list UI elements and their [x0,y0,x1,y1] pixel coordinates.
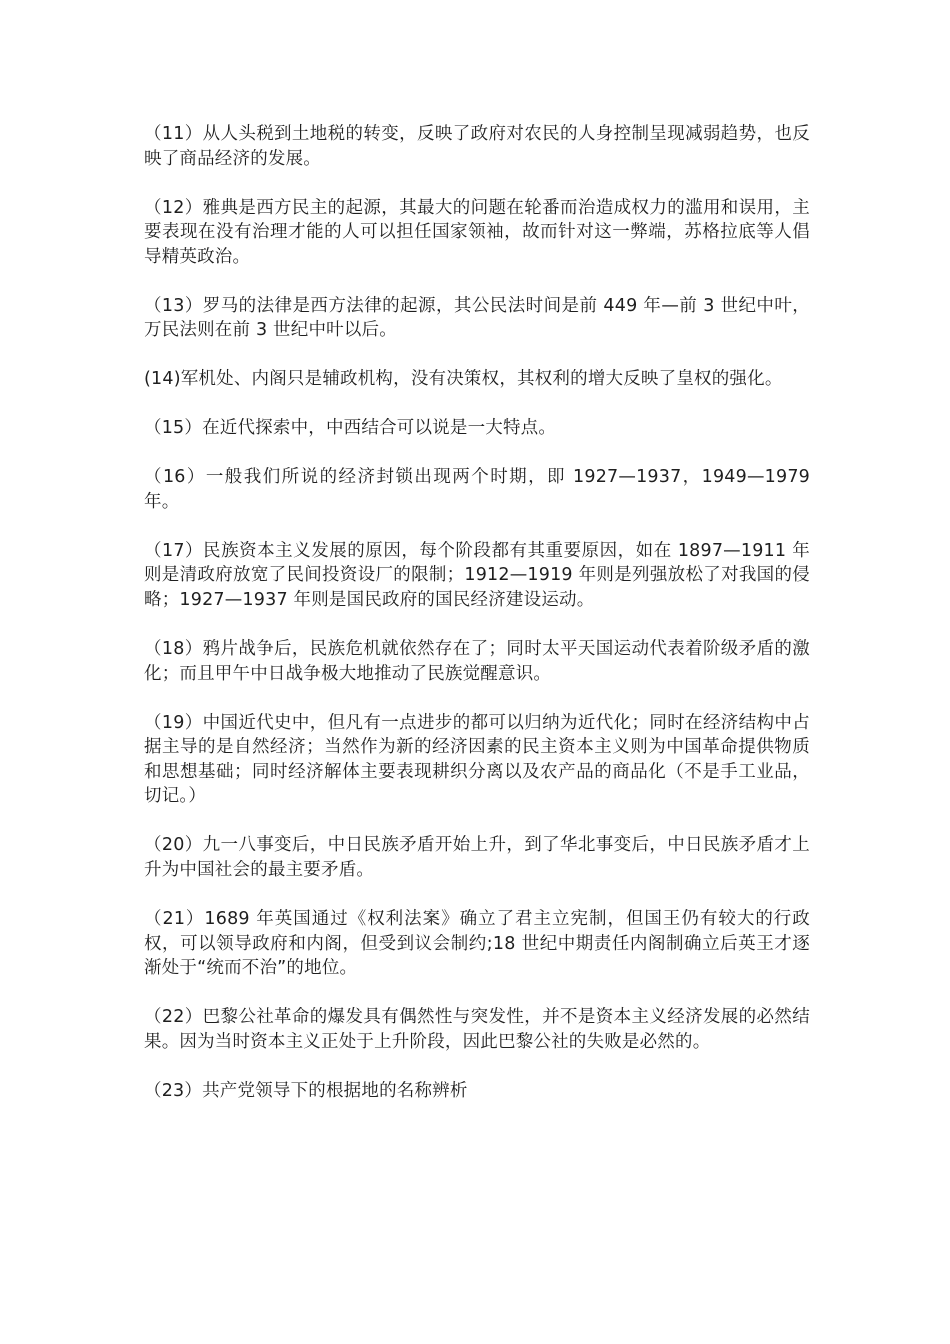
paragraph-21: （21）1689 年英国通过《权利法案》确立了君主立宪制，但国王仍有较大的行政权，可以领导政府和内阁，但受到议会制约;18 世纪中期责任内阁制确立后英王才逐渐处于“统而不治”的地位。 [144,908,810,979]
paragraph-16: （16）一般我们所说的经济封锁出现两个时期，即 1927—1937，1949—1979 年。 [144,467,810,512]
paragraph-18: （18）鸦片战争后，民族危机就依然存在了；同时太平天国运动代表着阶级矛盾的激化；而且甲午中日战争极大地推动了民族觉醒意识。 [144,639,810,684]
paragraph-15: （15）在近代探索中，中西结合可以说是一大特点。 [144,418,557,439]
paragraph-13: （13）罗马的法律是西方法律的起源，其公民法时间是前 449 年—前 3 世纪中叶，万民法则在前 3 世纪中叶以后。 [144,295,810,341]
document-body [144,122,810,1128]
paragraph-23: （23）共产党领导下的根据地的名称辨析 [144,1080,468,1101]
paragraph-17: （17）民族资本主义发展的原因，每个阶段都有其重要原因，如在 1897—1911 年则是清政府放宽了民间投资设厂的限制；1912—1919 年则是列强放松了对我国的侵略；1927—1937 年则是国民政府的国民经济建设运动。 [144,540,810,611]
paragraph-19: （19）中国近代史中，但凡有一点进步的都可以归纳为近代化；同时在经济结构中占据主导的是自然经济；当然作为新的经济因素的民主资本主义则为中国革命提供物质和思想基础；同时经济解体主要表现耕织分离以及农产品的商品化（不是手工业品，切记。） [144,712,810,807]
paragraph-22: （22）巴黎公社革命的爆发具有偶然性与突发性，并不是资本主义经济发展的必然结果。因为当时资本主义正处于上升阶段，因此巴黎公社的失败是必然的。 [144,1007,810,1052]
paragraph-20: （20）九一八事变后，中日民族矛盾开始上升，到了华北事变后，中日民族矛盾才上升为中国社会的最主要矛盾。 [144,835,810,880]
paragraph-11: （11）从人头税到土地税的转变，反映了政府对农民的人身控制呈现减弱趋势，也反映了商品经济的发展。 [144,124,810,169]
paragraph-14: (14)军机处、内阁只是辅政机构，没有决策权，其权利的增大反映了皇权的强化。 [144,369,783,390]
paragraph-12: （12）雅典是西方民主的起源，其最大的问题在轮番而治造成权力的滥用和误用，主要表现在没有治理才能的人可以担任国家领袖，故而针对这一弊端，苏格拉底等人倡导精英政治。 [144,197,810,267]
